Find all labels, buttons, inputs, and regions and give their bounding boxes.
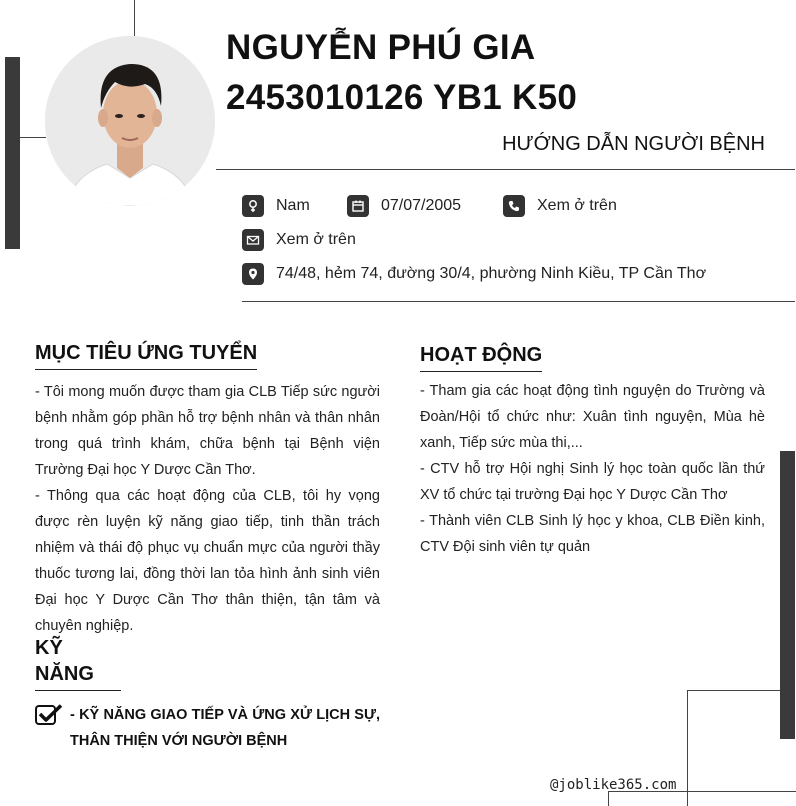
objective-title: MỤC TIÊU ỨNG TUYỂN xyxy=(35,340,257,370)
gender-icon xyxy=(242,195,264,217)
header-divider xyxy=(216,169,795,170)
phone-row xyxy=(503,195,617,217)
location-pin-icon xyxy=(242,263,264,285)
avatar xyxy=(45,36,215,206)
skill-item: - KỸ NĂNG GIAO TIẾP VÀ ỨNG XỬ LỊCH SỰ, THÂN THIỆN VỚI NGƯỜI BỆNH xyxy=(70,707,380,749)
objective-section xyxy=(35,340,380,639)
phone-icon xyxy=(503,195,525,217)
left-horizontal-line xyxy=(20,137,46,138)
full-name: NGUYỄN PHÚ GIA xyxy=(226,28,536,67)
gender-value: Nam xyxy=(276,197,310,214)
address-row xyxy=(242,263,706,285)
left-accent-bar xyxy=(5,57,20,249)
email-row xyxy=(242,229,356,251)
phone-value: Xem ở trên xyxy=(537,197,617,214)
applied-role: HƯỚNG DẪN NGƯỜI BỆNH xyxy=(502,133,765,155)
calendar-icon xyxy=(347,195,369,217)
top-vertical-line xyxy=(134,0,135,36)
objective-paragraph: - Tôi mong muốn được tham gia CLB Tiếp sức người bệnh nhằm góp phần hỗ trợ bệnh nhân và thân nhân trong quá trình khám, chữa bệnh tại Bệnh viện Trường Đại học Y Dược Cần Thơ. xyxy=(35,384,380,478)
corner-line-v1 xyxy=(687,690,688,806)
contact-divider xyxy=(242,301,795,302)
right-accent-bar xyxy=(780,451,795,739)
activity-item: - Thành viên CLB Sinh lý học y khoa, CLB Điền kinh, CTV Đội sinh viên tự quản xyxy=(420,513,765,555)
corner-line-h1 xyxy=(687,690,780,691)
watermark: @joblike365.com xyxy=(550,777,677,793)
corner-line-v2 xyxy=(608,791,609,806)
checkbox-checked-icon xyxy=(35,704,63,726)
activities-title: HOẠT ĐỘNG xyxy=(420,342,542,372)
objective-paragraph: - Thông qua các hoạt động của CLB, tôi hy vọng được rèn luyện kỹ năng giao tiếp, tinh thần trách nhiệm và thái độ phục vụ chuẩn mực của người thầy thuốc tương lai, đồng thời lan tỏa hình ảnh sinh viên Đại học Y Dược Cần Thơ thân thiện, tận tâm và chuyên nghiệp. xyxy=(35,488,380,634)
activities-section xyxy=(420,342,765,560)
gender-row xyxy=(242,195,310,217)
skills-section xyxy=(35,635,380,754)
activity-item: - CTV hỗ trợ Hội nghị Sinh lý học toàn quốc lần thứ XV tổ chức tại trường Đại học Y Dược Cần Thơ xyxy=(420,461,765,503)
address-value: 74/48, hẻm 74, đường 30/4, phường Ninh Kiều, TP Cần Thơ xyxy=(276,265,707,282)
activity-item: - Tham gia các hoạt động tình nguyện do Trường và Đoàn/Hội tổ chức như: Xuân tình nguyện, Mùa hè xanh, Tiếp sức mùa thi,... xyxy=(420,383,765,451)
email-icon xyxy=(242,229,264,251)
skills-title: KỸ NĂNG xyxy=(35,635,121,691)
email-value: Xem ở trên xyxy=(276,231,356,248)
student-code: 2453010126 YB1 K50 xyxy=(226,78,578,117)
birthday-value: 07/07/2005 xyxy=(381,197,462,214)
birthday-row xyxy=(347,195,461,217)
